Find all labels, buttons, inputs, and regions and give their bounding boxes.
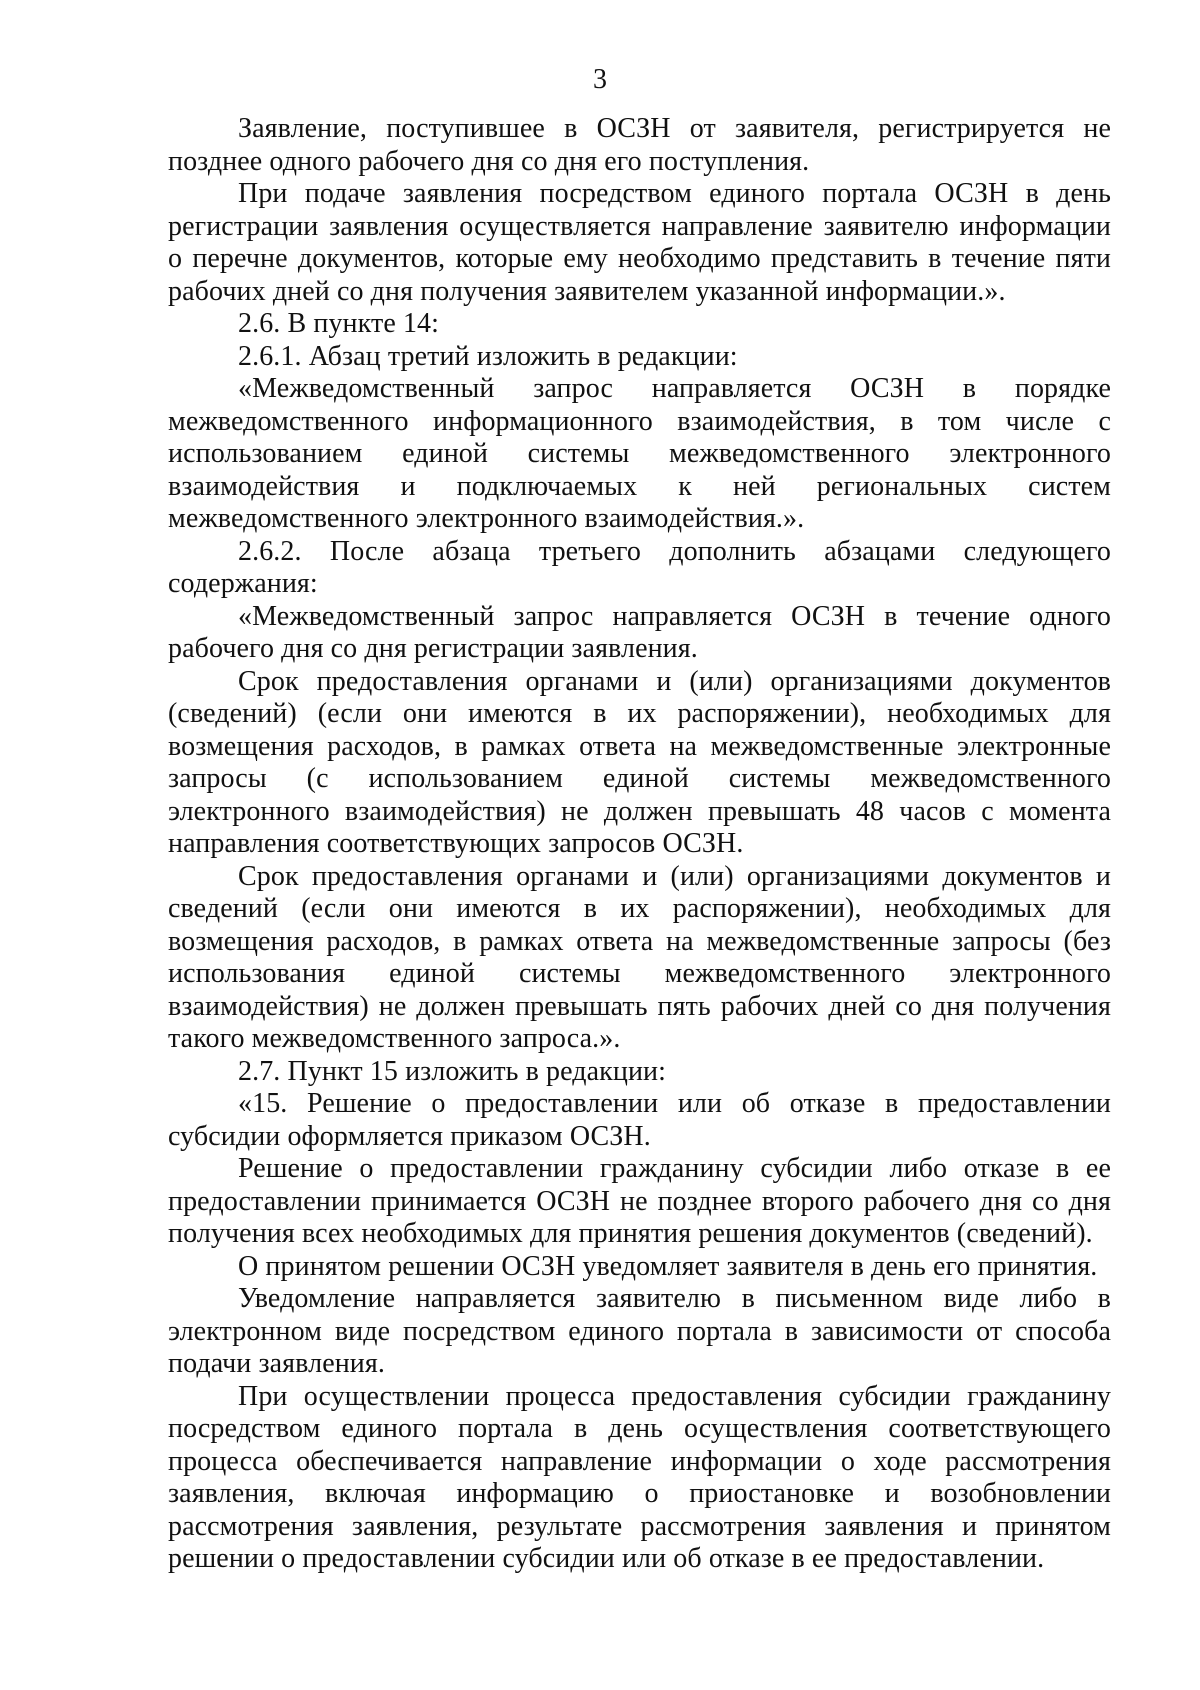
- paragraph: Заявление, поступившее в ОСЗН от заявителя, регистрируется не позднее одного рабочего дня со дня его поступления.: [168, 113, 1111, 177]
- paragraph: О принятом решении ОСЗН уведомляет заявителя в день его принятия.: [238, 1250, 1098, 1282]
- paragraph: Срок предоставления органами и (или) организациями документов и сведений (если они имеются в их распоряжении), необходимых для возмещения расходов, в рамках ответа на межведомственные запросы (без использования единой системы межведомственного электронного взаимодействия) не должен превышать пять рабочих дней со дня получения такого межведомственного запроса.».: [168, 860, 1111, 1054]
- paragraph: Срок предоставления органами и (или) организациями документов (сведений) (если они имеются в их распоряжении), необходимых для возмещения расходов, в рамках ответа на межведомственные электронные запросы (с использованием единой системы межведомственного электронного взаимодействия) не должен превышать 48 часов с момента направления соответствующих запросов ОСЗН.: [168, 665, 1111, 859]
- paragraph: 2.6. В пункте 14:: [238, 308, 440, 339]
- paragraph: При осуществлении процесса предоставления субсидии гражданину посредством единого портала в день осуществления соответствующего процесса обеспечивается направление информации о ходе рассмотрения заявления, включая информацию о приостановке и возобновлении рассмотрения заявления, результате рассмотрения заявления и принятом решении о предоставлении субсидии или об отказе в ее предоставлении.: [168, 1380, 1111, 1574]
- paragraph: «Межведомственный запрос направляется ОСЗН в течение одного рабочего дня со дня регистрации заявления.: [168, 600, 1111, 664]
- paragraph: Решение о предоставлении гражданину субсидии либо отказе в ее предоставлении принимается ОСЗН не позднее второго рабочего дня со дня получения всех необходимых для принятия решения документов (сведений).: [168, 1153, 1111, 1249]
- page-number: 3: [593, 64, 607, 95]
- paragraph: «Межведомственный запрос направляется ОСЗН в порядке межведомственного информационного взаимодействия, в том числе с использованием единой системы межведомственного электронного взаимодействия и подключаемых к ней региональных систем межведомственного электронного взаимодействия.».: [168, 373, 1111, 534]
- paragraph: 2.7. Пункт 15 изложить в редакции:: [238, 1055, 667, 1087]
- paragraph: 2.6.1. Абзац третий изложить в редакции:: [238, 340, 738, 372]
- paragraph: 2.6.2. После абзаца третьего дополнить абзацами следующего содержания:: [168, 535, 1111, 599]
- document-body: [168, 113, 1111, 1576]
- paragraph: «15. Решение о предоставлении или об отказе в предоставлении субсидии оформляется приказом ОСЗН.: [168, 1088, 1111, 1152]
- paragraph: При подаче заявления посредством единого портала ОСЗН в день регистрации заявления осуществляется направление заявителю информации о перечне документов, которые ему необходимо представить в течение пяти рабочих дней со дня получения заявителем указанной информации.».: [168, 178, 1111, 307]
- paragraph: Уведомление направляется заявителю в письменном виде либо в электронном виде посредством единого портала в зависимости от способа подачи заявления.: [168, 1283, 1111, 1379]
